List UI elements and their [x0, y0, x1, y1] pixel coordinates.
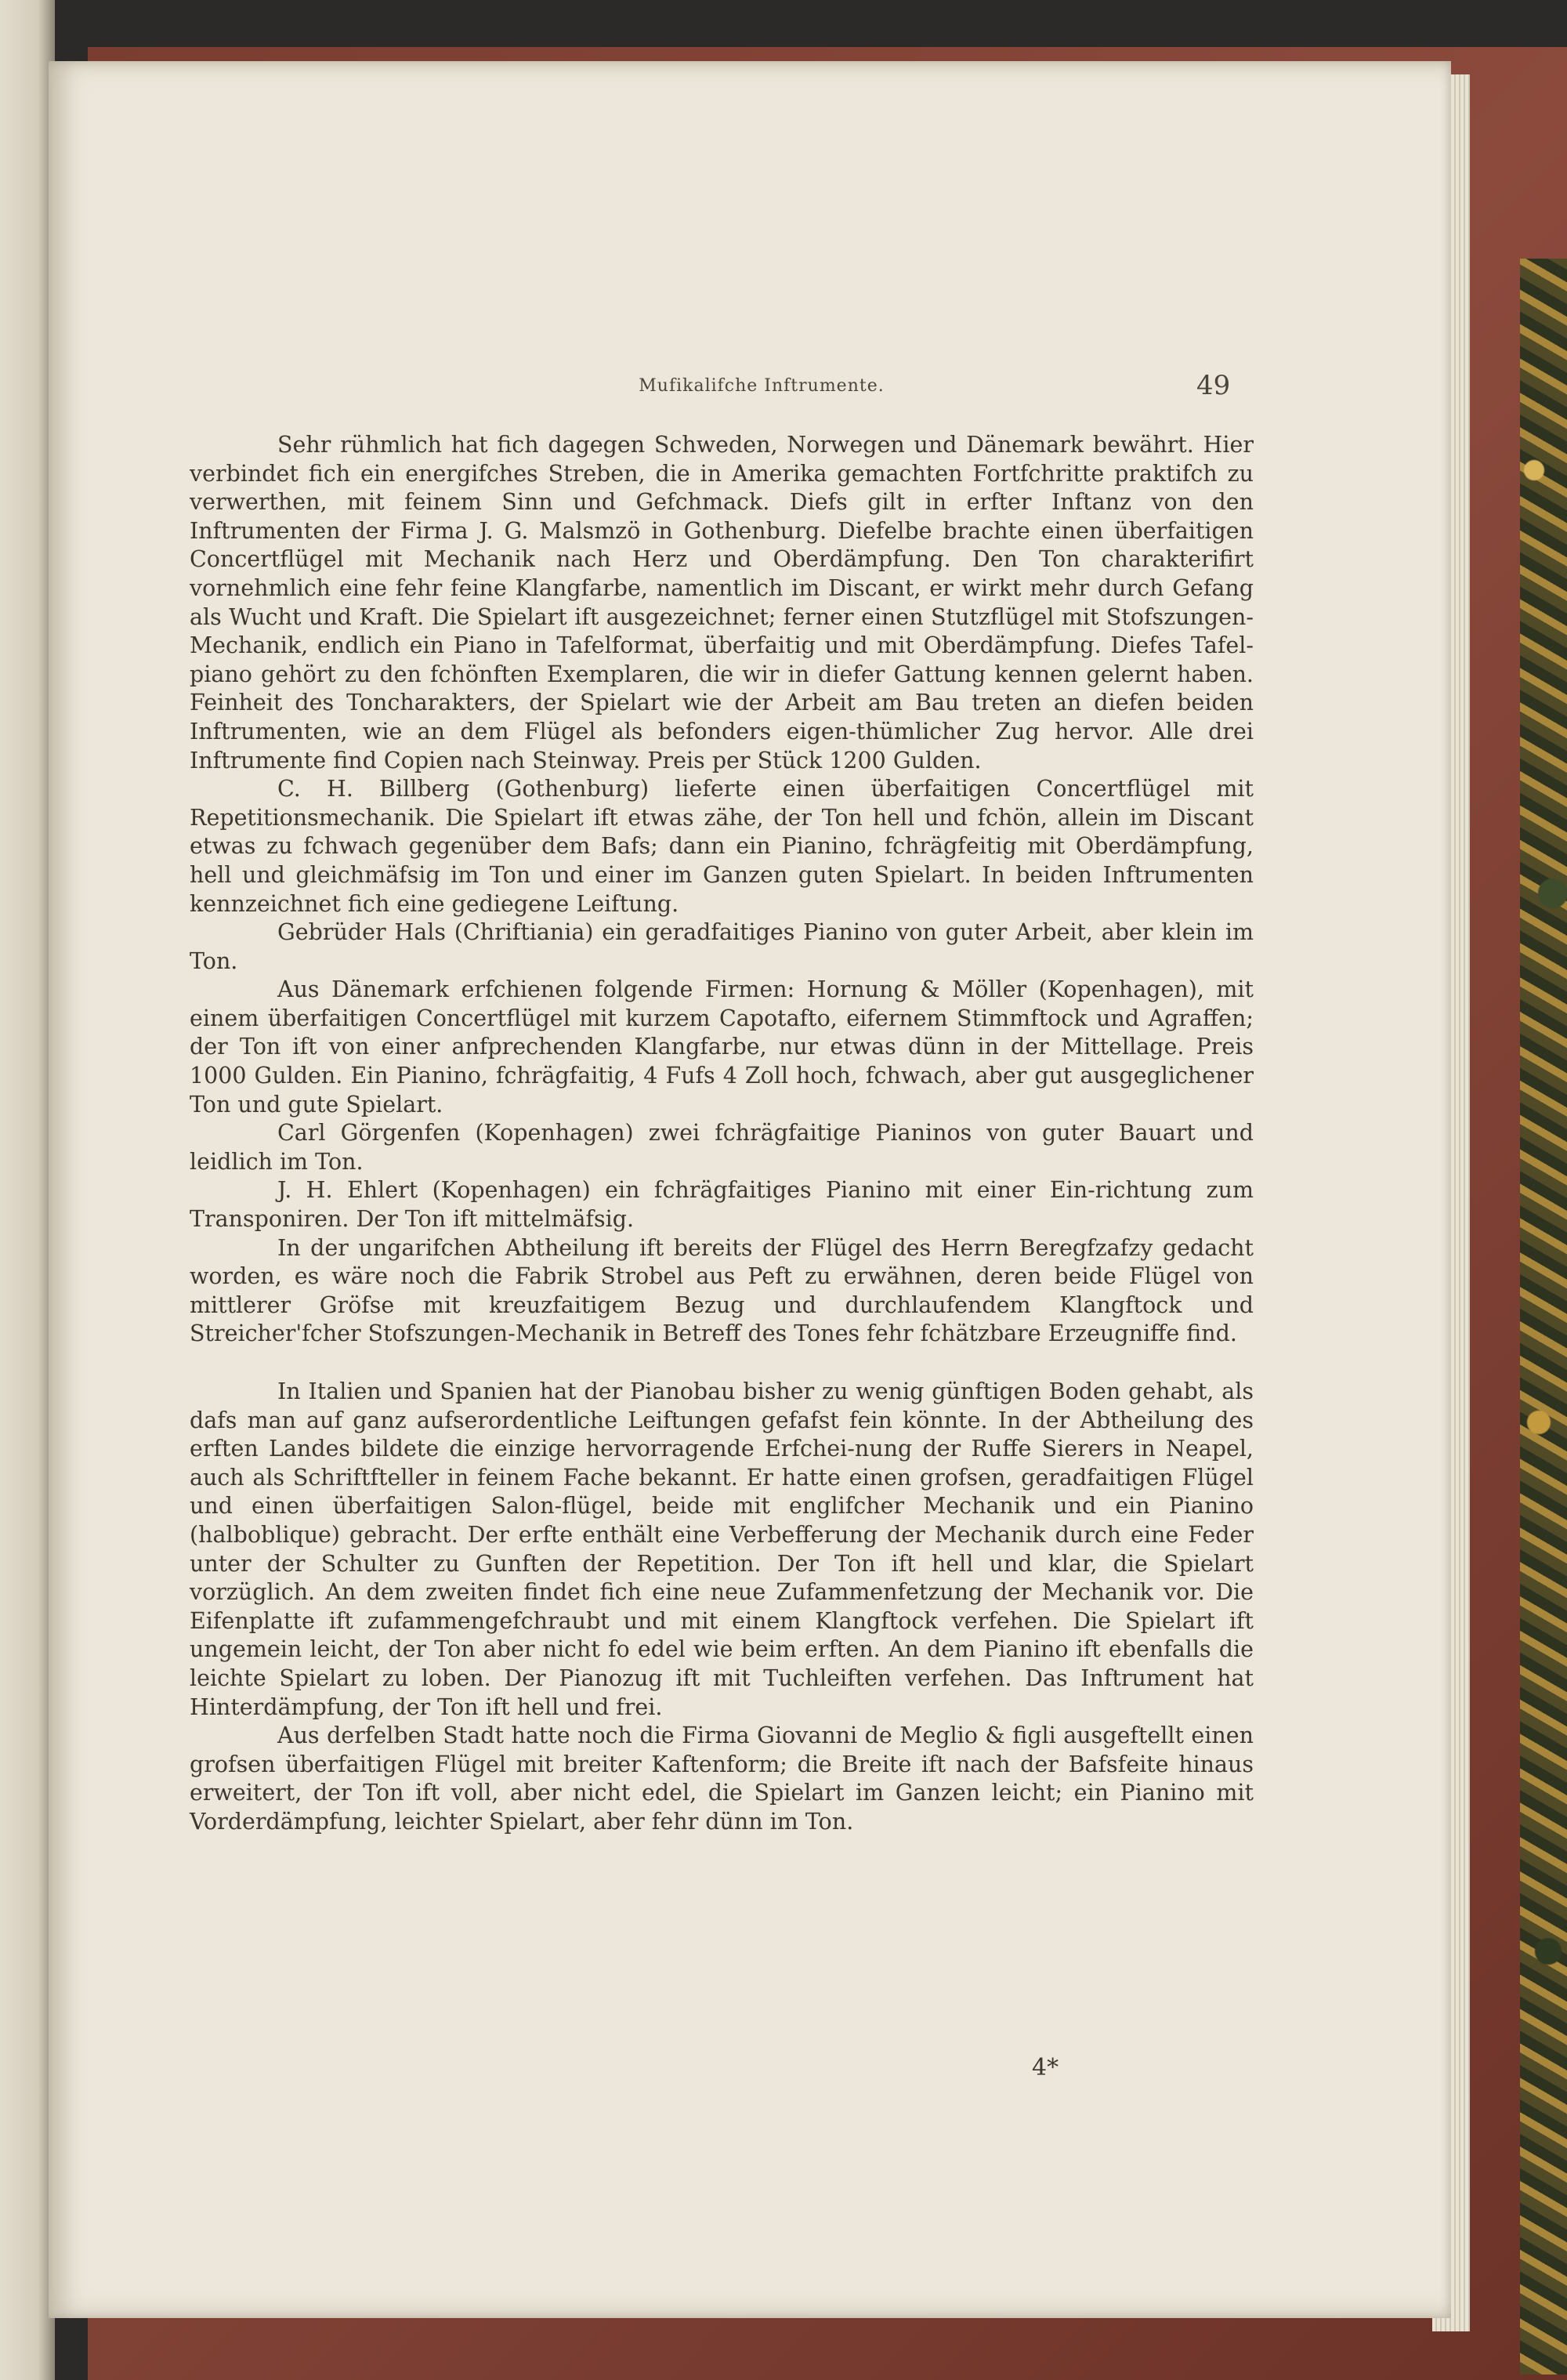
book-page — [49, 61, 1451, 2318]
paragraph: Gebrüder Hals (Chriftiania) ein geradfaitiges Pianino von guter Arbeit, aber klein im Ton. — [190, 919, 1254, 974]
marbled-edge — [1520, 259, 1567, 2375]
paragraph: J. H. Ehlert (Kopenhagen) ein fchrägfaitiges Pianino mit einer Ein-richtung zum Transponiren. Der Ton ift mittelmäfsig. — [190, 1177, 1254, 1233]
page-number: 49 — [1196, 370, 1231, 401]
paragraph: Carl Görgenfen (Kopenhagen) zwei fchrägfaitige Pianinos von guter Bauart und leidlich im Ton. — [190, 1120, 1254, 1175]
running-title: Mufikalifche Inftrumente. — [639, 376, 885, 396]
left-page-edge — [0, 0, 55, 2380]
body-text — [190, 431, 1254, 1837]
paragraph: C. H. Billberg (Gothenburg) lieferte einen überfaitigen Concertflügel mit Repetitionsmechanik. Die Spielart ift etwas zähe, der Ton hell und fchön, allein im Discant etwas zu fchwach gegenüber dem Bafs; dann ein Pianino, fchrägfeitig mit Oberdämpfung, hell und gleichmäfsig im Ton und einer im Ganzen guten Spielart. In beiden Inftrumenten kennzeichnet fich eine gediegene Leiftung. — [190, 776, 1254, 917]
paragraph: In Italien und Spanien hat der Pianobau bisher zu wenig günftigen Boden gehabt, als dafs man auf ganz aufserordentliche Leiftungen gefafst fein könnte. In der Abtheilung des erften Landes bildete die einzige hervorragende Erfchei-nung der Ruffe Sierers in Neapel, auch als Schriftfteller in feinem Fache bekannt. Er hatte einen grofsen, geradfaitigen Flügel und einen überfaitigen Salon-flügel, beide mit englifcher Mechanik und ein Pianino (halboblique) gebracht. Der erfte enthält eine Verbefferung der Mechanik durch eine Feder unter der Schulter zu Gunften der Repetition. Der Ton ift hell und klar, die Spielart vorzüglich. An dem zweiten findet fich eine neue Zufammenfetzung der Mechanik vor. Die Eifenplatte ift zufammengefchraubt und mit einem Klangftock verfehen. Die Spielart ift ungemein leicht, der Ton aber nicht fo edel wie beim erften. An dem Pianino ift ebenfalls die leichte Spielart zu loben. Der Pianozug ift mit Tuchleiften verfehen. Das Inftrument hat Hinterdämpfung, der Ton ift hell und frei. — [190, 1378, 1254, 1720]
paragraph: In der ungarifchen Abtheilung ift bereits der Flügel des Herrn Beregfzafzy gedacht worden, es wäre noch die Fabrik Strobel aus Peft zu erwähnen, deren beide Flügel von mittlerer Gröfse mit kreuzfaitigem Bezug und durchlaufendem Klangftock und Streicher'fcher Stofszungen-Mechanik in Betreff des Tones fehr fchätzbare Erzeugniffe find. — [190, 1234, 1254, 1347]
paragraph: Aus derfelben Stadt hatte noch die Firma Giovanni de Meglio & figli ausgeftellt einen grofsen überfaitigen Flügel mit breiter Kaftenform; die Breite ift nach der Bafsfeite hinaus erweitert, der Ton ift voll, aber nicht edel, die Spielart im Ganzen leicht; ein Pianino mit Vorderdämpfung, leichter Spielart, aber fehr dünn im Ton. — [190, 1723, 1254, 1835]
signature-mark: 4* — [1032, 2054, 1059, 2081]
paragraph: Sehr rühmlich hat fich dagegen Schweden, Norwegen und Dänemark bewährt. Hier verbindet fich ein energifches Streben, die in Amerika gemachten Fortfchritte praktifch zu verwerthen, mit feinem Sinn und Gefchmack. Diefs gilt in erfter Inftanz von den Inftrumenten der Firma J. G. Malsmzö in Gothenburg. Diefelbe brachte einen überfaitigen Concertflügel mit Mechanik nach Herz und Oberdämpfung. Den Ton charakterifirt vornehmlich eine fehr feine Klangfarbe, namentlich im Discant, er wirkt mehr durch Gefang als Wucht und Kraft. Die Spielart ift ausgezeichnet; ferner einen Stutzflügel mit Stofszungen-Mechanik, endlich ein Piano in Tafelformat, überfaitig und mit Oberdämpfung. Diefes Tafel-piano gehört zu den fchönften Exemplaren, die wir in diefer Gattung kennen gelernt haben. Feinheit des Toncharakters, der Spielart wie der Arbeit am Bau treten an diefen beiden Inftrumenten, wie an dem Flügel als befonders eigen-thümlicher Zug hervor. Alle drei Inftrumente find Copien nach Steinway. Preis per Stück 1200 Gulden. — [190, 432, 1254, 773]
paragraph: Aus Dänemark erfchienen folgende Firmen: Hornung & Möller (Kopenhagen), mit einem überfaitigen Concertflügel mit kurzem Capotafto, eifernem Stimmftock und Agraffen; der Ton ift von einer anfprechenden Klangfarbe, nur etwas dünn in der Mittellage. Preis 1000 Gulden. Ein Pianino, fchrägfaitig, 4 Fufs 4 Zoll hoch, fchwach, aber gut ausgeglichener Ton und gute Spielart. — [190, 976, 1254, 1118]
page-header — [49, 370, 1451, 408]
